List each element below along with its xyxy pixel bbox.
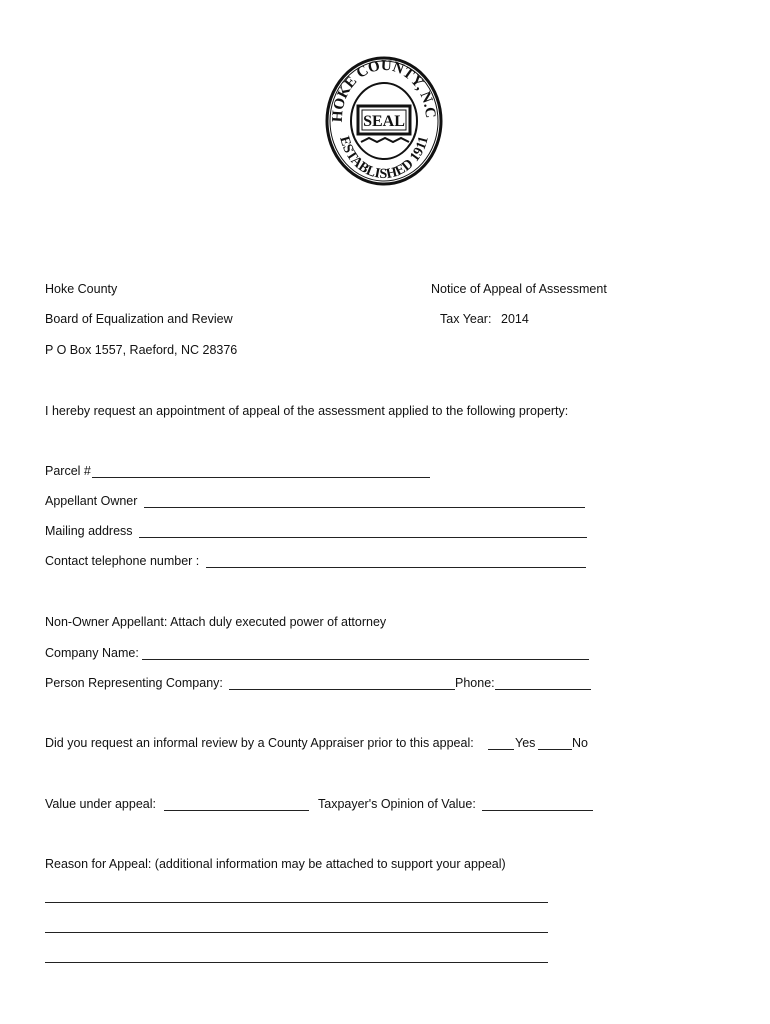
company-phone-label: Phone: [455,676,495,690]
parcel-line[interactable] [92,477,430,478]
non-owner-heading: Non-Owner Appellant: Attach duly executed power of attorney [45,615,387,629]
reason-line-1[interactable] [45,902,548,903]
contact-phone-line[interactable] [206,567,586,568]
informal-review-question: Did you request an informal review by a County Appraiser prior to this appeal: [45,736,474,750]
county-seal [325,56,443,186]
reason-label: Reason for Appeal: (additional information may be attached to support your appeal) [45,857,506,871]
reason-line-2[interactable] [45,932,548,933]
tax-year-value: 2014 [501,312,529,326]
intro-text: I hereby request an appointment of appeal of the assessment applied to the following property: [45,404,569,418]
no-blank[interactable] [538,749,572,750]
taxpayer-opinion-label: Taxpayer's Opinion of Value: [318,797,476,811]
board-address: P O Box 1557, Raeford, NC 28376 [45,343,238,357]
no-label: No [572,736,588,750]
appellant-owner-line[interactable] [144,507,585,508]
board-name: Board of Equalization and Review [45,312,233,326]
mailing-address-label: Mailing address [45,524,133,538]
yes-label: Yes [515,736,536,750]
parcel-label: Parcel # [45,464,91,478]
county-name: Hoke County [45,282,118,296]
yes-blank[interactable] [488,749,514,750]
company-name-line[interactable] [142,659,589,660]
company-name-label: Company Name: [45,646,139,660]
seal-top-text: HOKE COUNTY, N.C [329,57,439,123]
seal-bottom-text: ESTABLISHED 1911 [336,134,432,183]
taxpayer-opinion-line[interactable] [482,810,593,811]
tax-year-label: Tax Year: [440,312,492,326]
contact-phone-label: Contact telephone number : [45,554,200,568]
appellant-owner-label: Appellant Owner [45,494,138,508]
reason-line-3[interactable] [45,962,548,963]
mailing-address-line[interactable] [139,537,587,538]
value-under-appeal-line[interactable] [164,810,309,811]
person-representing-label: Person Representing Company: [45,676,223,690]
document-title: Notice of Appeal of Assessment [431,282,607,296]
value-under-appeal-label: Value under appeal: [45,797,156,811]
person-representing-line[interactable] [229,689,455,690]
company-phone-line[interactable] [495,689,591,690]
seal-center-text: SEAL [363,113,405,130]
